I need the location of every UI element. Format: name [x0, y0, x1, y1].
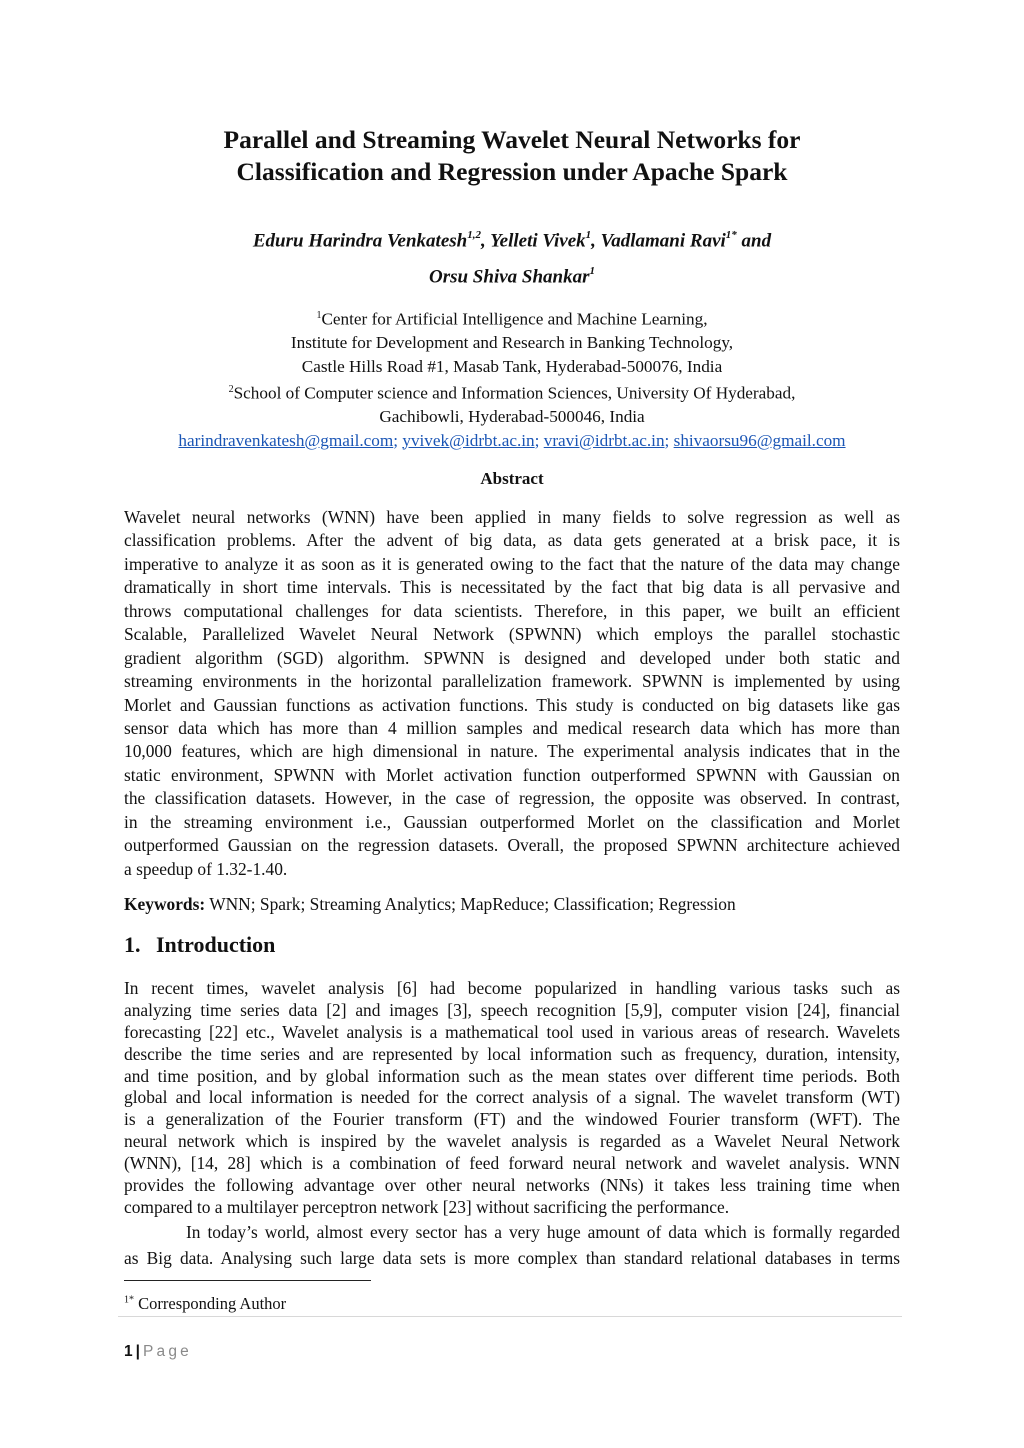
abstract-line: Morlet and Gaussian functions as activation functions. This study is conducted on big datasets like gas	[124, 694, 900, 715]
affiliation-sup: 1	[316, 310, 322, 321]
intro-line: provides the following advantage over other neural networks (NNs) it takes less training time when	[124, 1175, 900, 1196]
introduction-body	[124, 978, 900, 1271]
title-line-1: Parallel and Streaming Wavelet Neural Networks for	[223, 125, 801, 154]
section-number: 1.	[124, 932, 141, 957]
abstract-heading: Abstract	[480, 469, 544, 488]
page-label: Page	[142, 1343, 192, 1360]
intro-line: describe the time series and are represented by local information such as frequency, duration, intensity,	[124, 1043, 900, 1064]
footnote-marker: 1*	[124, 1294, 134, 1306]
intro-line: (WNN), [14, 28] which is a combination of feed forward neural network and wavelet analysis. WNN	[124, 1153, 900, 1174]
affiliation-line: Institute for Development and Research in Banking Technology,	[290, 333, 734, 353]
affiliation-text: School of Computer science and Information Sciences, University Of Hyderabad,	[233, 383, 796, 403]
footer-separator: |	[135, 1343, 140, 1360]
email-separator: ;	[393, 430, 399, 450]
author-affil-sup: 1,2	[467, 229, 481, 241]
keywords-text: WNN; Spark; Streaming Analytics; MapReduce; Classification; Regression	[209, 894, 736, 914]
intro-line: forecasting [22] etc., Wavelet analysis is a mathematical tool used in various areas of research. Wavelets	[124, 1021, 900, 1042]
intro-line: and time position, and by global information such as the mean states over different time periods. Both	[124, 1065, 900, 1086]
abstract-line: Wavelet neural networks (WNN) have been applied in many fields to solve regression as well as	[124, 507, 900, 527]
email-link-1[interactable]: harindravenkatesh@gmail.com	[178, 430, 394, 450]
affiliation-text: Center for Artificial Intelligence and Machine Learning,	[321, 309, 708, 329]
intro-line: compared to a multilayer perceptron network [23] without sacrificing the performance.	[124, 1196, 730, 1217]
abstract-line: classification problems. After the advent of big data, as data gets generated at a brisk pace, it is	[124, 530, 900, 551]
email-link-4[interactable]: shivaorsu96@gmail.com	[673, 430, 846, 450]
author-affil-sup: 1	[585, 229, 592, 241]
footnote-divider	[124, 1280, 371, 1281]
author-name: Orsu Shiva Shankar	[428, 266, 590, 288]
abstract-line: a speedup of 1.32-1.40.	[124, 858, 288, 879]
affiliation-line: Gachibowli, Hyderabad-500046, India	[379, 407, 645, 427]
abstract-line: sensor data which has more than 4 million samples and medical research data which has more than	[124, 717, 900, 738]
author-conjunction: and	[741, 230, 772, 252]
intro-line: In recent times, wavelet analysis [6] had become popularized in handling various tasks such as	[124, 978, 900, 998]
abstract-line: streaming environments in the horizontal parallelization framework. SPWNN is implemented by using	[124, 671, 900, 692]
abstract-line: imperative to analyze it as soon as it is generated owing to the fact that the nature of the data may change	[124, 553, 900, 574]
intro-line: is a generalization of the Fourier transform (FT) and the windowed Fourier transform (WFT). The	[124, 1109, 900, 1130]
author-line-2	[112, 266, 912, 288]
paper-title	[112, 124, 912, 188]
footnote-text: Corresponding Author	[138, 1294, 287, 1313]
affiliation-line	[112, 304, 912, 331]
intro-line: In today’s world, almost every sector has a very huge amount of data which is formally regarded	[186, 1221, 900, 1242]
author-line-1: Eduru Harindra Venkatesh$^{1,2}$, Yelleti Vivek$^1$, Vadlamani Ravi$^{1*}$ and	[252, 229, 772, 252]
abstract-line: dramatically in short time intervals. This is necessitated by the fact that big data is all pervasive and	[124, 577, 900, 598]
intro-line: as Big data. Analysing such large data sets is more complex than standard relational databases in terms	[124, 1247, 900, 1268]
abstract-line: in the streaming environment i.e., Gaussian outperformed Morlet on the classification and Morlet	[124, 811, 900, 832]
section-heading-introduction	[124, 932, 275, 958]
affiliation-line: Castle Hills Road #1, Masab Tank, Hyderabad-500076, India	[301, 356, 723, 376]
affiliations	[112, 304, 912, 452]
author-affil-sup: 1*	[725, 229, 737, 241]
abstract-line: gradient algorithm (SGD) algorithm. SPWNN is designed and developed under both static and	[124, 647, 900, 668]
keywords	[124, 894, 900, 915]
author-name: Eduru Harindra Venkatesh	[252, 230, 468, 252]
email-separator: ;	[534, 430, 540, 450]
author-name: Vadlamani Ravi	[600, 230, 726, 252]
keywords-label: Keywords:	[124, 894, 206, 914]
email-link-3[interactable]: vravi@idrbt.ac.in	[543, 430, 665, 450]
footnote	[124, 1294, 286, 1314]
footer-divider	[118, 1316, 902, 1317]
abstract-line: outperformed Gaussian on the regression datasets. Overall, the proposed SPWNN architecture achieved	[124, 835, 900, 856]
author-affil-sup: 1	[589, 265, 596, 277]
page-footer	[124, 1343, 192, 1361]
title-line-2: Classification and Regression under Apache Spark	[236, 157, 788, 186]
author-name: Yelleti Vivek	[490, 230, 586, 252]
affiliation-sup: 2	[228, 383, 234, 395]
abstract-line: Scalable, Parallelized Wavelet Neural Network (SPWNN) which employs the parallel stochastic	[124, 624, 900, 645]
abstract-body	[124, 506, 900, 881]
email-list	[112, 429, 912, 452]
intro-line: neural network which is inspired by the wavelet analysis is regarded as a Wavelet Neural Network	[124, 1131, 900, 1152]
abstract-line: throws computational challenges for data scientists. Therefore, in this paper, we built an efficient	[124, 600, 900, 621]
abstract-line: the classification datasets. However, in the case of regression, the opposite was observed. In contrast,	[124, 788, 900, 809]
email-separator: ;	[664, 430, 670, 450]
intro-line: analyzing time series data [2] and images [3], speech recognition [5,9], computer vision [24], financial	[124, 999, 900, 1020]
section-title: Introduction	[156, 932, 276, 957]
email-link-2[interactable]: yvivek@idrbt.ac.in	[402, 430, 535, 450]
abstract-line: static environment, SPWNN with Morlet activation function outperformed SPWNN with Gaussian on	[124, 764, 900, 785]
intro-line: global and local information is needed for the correct analysis of a signal. The wavelet transform (WT)	[124, 1087, 900, 1108]
abstract-line: 10,000 features, which are high dimensional in nature. The experimental analysis indicates that in the	[124, 741, 900, 762]
affiliation-line	[112, 378, 912, 405]
page-number: 1	[124, 1343, 133, 1360]
